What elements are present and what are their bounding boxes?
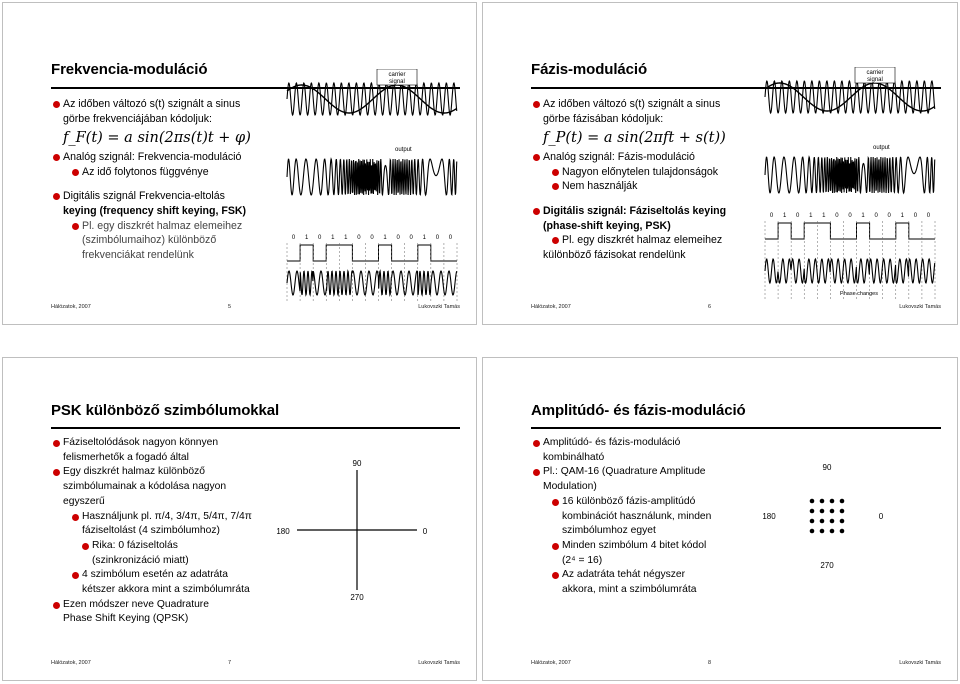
footer-left: Hálózatok, 2007 xyxy=(51,304,91,310)
bullet-text: Rika: 0 fáziseltolás xyxy=(53,539,252,554)
constellation-point xyxy=(810,529,815,534)
bullet-text: szimbólumainak a kódolása nagyon xyxy=(63,481,227,493)
bullet-text: felismerhetők a fogadó által xyxy=(63,451,189,463)
bullet-text: Modulation) xyxy=(543,481,597,493)
bit-label: 0 xyxy=(926,213,931,219)
bit-label: 0 xyxy=(448,235,453,241)
footer-left: Hálózatok, 2007 xyxy=(531,304,571,310)
footer-right: Lukovszki Tamás xyxy=(899,304,941,310)
bit-label: 0 xyxy=(848,213,852,219)
bit-label: 1 xyxy=(822,213,826,219)
bit-label: 0 xyxy=(409,235,413,241)
bullet-text: Pl. egy diszkrét halmaz elemeihez xyxy=(53,219,251,234)
slide-psk-symbols xyxy=(2,357,477,681)
psk-waveform-diagram xyxy=(759,67,939,303)
bullet-text: 4 szimbólum esetén az adatráta xyxy=(53,568,252,583)
bit-label: 1 xyxy=(344,235,348,241)
constellation-point xyxy=(810,519,815,524)
bit-label: 1 xyxy=(861,213,865,219)
bullet-text: (szinkronizáció miatt) xyxy=(92,554,189,566)
slide-body xyxy=(533,97,726,262)
bullet-text: kombinálható xyxy=(543,451,605,463)
footer-page: 6 xyxy=(708,304,712,310)
digital-signal xyxy=(287,245,457,261)
bit-label: 0 xyxy=(913,213,918,219)
constellation-point xyxy=(820,529,825,534)
title-rule xyxy=(531,427,941,429)
slide-body xyxy=(53,97,251,262)
phase-changes-label: Phase changes xyxy=(840,291,878,297)
bullet-text: (szimbólumaihoz) különböző xyxy=(82,234,217,247)
bit-label: 0 xyxy=(887,213,891,219)
footer-left: Hálózatok, 2007 xyxy=(531,660,571,666)
digital-signal xyxy=(765,223,935,239)
bit-label: 1 xyxy=(782,213,787,219)
bullet-text: Analóg szignál: Frekvencia-moduláció xyxy=(53,150,251,165)
psk-output-wave xyxy=(765,259,935,283)
legend-label: signal xyxy=(867,77,883,83)
bullet-text: görbe frekvenciájában kódoljuk: xyxy=(63,112,212,125)
bit-label: 1 xyxy=(331,235,335,241)
slide-title: PSK különböző szimbólumokkal xyxy=(51,402,280,419)
bullet-text: Az időben változó s(t) szignált a sinus xyxy=(53,97,251,112)
footer-page: 8 xyxy=(708,660,712,666)
bullet-text: Egy diszkrét halmaz különböző xyxy=(53,465,252,480)
bullet-text: akkora, mint a szimbólumráta xyxy=(562,584,697,596)
bullet-text: kétszer akkora mint a szimbólumráta xyxy=(82,584,250,596)
constellation-point xyxy=(810,509,815,514)
bit-label: 0 xyxy=(370,235,374,241)
footer-right: Lukovszki Tamás xyxy=(418,660,460,666)
formula: f_F(t) = a sin(2πs(t)t + φ) xyxy=(63,130,251,147)
footer-right: Lukovszki Tamás xyxy=(418,304,460,310)
bullet-text: fáziseltolást (4 szimbólumhoz) xyxy=(82,525,220,537)
bullet-text: Nem használják xyxy=(533,179,726,194)
bit-label: 1 xyxy=(809,213,813,219)
bullet-text: (2⁴ = 16) xyxy=(562,554,603,566)
slide-title: Frekvencia-moduláció xyxy=(51,61,208,78)
label-90: 90 xyxy=(352,459,362,468)
slide-title: Fázis-moduláció xyxy=(531,61,648,78)
formula: f_P(t) = a sin(2πft + s(t)) xyxy=(543,130,726,147)
bullet-text: Digitális szignál: Fáziseltolás keying xyxy=(533,204,726,219)
qpsk-constellation-diagram xyxy=(273,458,443,608)
bullet-text: Pl.: QAM-16 (Quadrature Amplitude xyxy=(533,465,711,480)
bullet-text: Minden szimbólum 4 bitet kódol xyxy=(533,539,711,554)
slide-qam xyxy=(482,357,958,681)
bullet-text: kombinációt használunk, minden xyxy=(562,510,712,522)
footer-page: 7 xyxy=(228,660,232,666)
bullet-text: frekvenciákat rendelünk xyxy=(82,248,194,261)
bullet-text: Fáziseltolódások nagyon könnyen xyxy=(53,436,252,451)
output-label: output xyxy=(395,147,412,153)
label-0: 0 xyxy=(422,527,428,536)
bullet-text: Phase Shift Keying (QPSK) xyxy=(63,613,189,625)
legend-label: carrier xyxy=(388,72,406,78)
constellation-point xyxy=(830,529,835,534)
slide-body xyxy=(53,436,252,627)
bit-label: 0 xyxy=(318,235,322,241)
bullet-text: (phase-shift keying, PSK) xyxy=(543,219,671,232)
legend-label: signal xyxy=(389,79,405,85)
output-wave xyxy=(287,159,457,195)
constellation-point xyxy=(820,499,825,504)
bullet-text: különböző fázisokat rendelünk xyxy=(543,248,686,261)
bit-label: 0 xyxy=(874,213,878,219)
bullet-text: Nagyon előnytelen tulajdonságok xyxy=(533,165,726,180)
slide-body xyxy=(533,436,711,598)
bullet-text: egyszerű xyxy=(63,495,105,507)
bullet-text: szimbólumhoz egyet xyxy=(562,525,656,537)
constellation-point xyxy=(840,529,845,534)
constellation-point xyxy=(840,509,845,514)
footer-page: 5 xyxy=(228,304,232,310)
fsk-waveform-diagram xyxy=(281,69,461,305)
bullet-text: Az adatráta tehát négyszer xyxy=(533,568,711,583)
bit-label: 1 xyxy=(383,235,387,241)
bit-label: 0 xyxy=(357,235,361,241)
constellation-point xyxy=(830,509,835,514)
bit-label: 0 xyxy=(835,213,839,219)
label-270: 270 xyxy=(820,561,834,570)
bullet-text: keying (frequency shift keying, FSK) xyxy=(63,204,247,217)
bullet-text: Digitális szignál Frekvencia-eltolás xyxy=(53,189,251,204)
bit-label: 0 xyxy=(396,235,400,241)
constellation-point xyxy=(830,519,835,524)
bullet-text: Az időben változó s(t) szignált a sinus xyxy=(533,97,726,112)
bit-label: 0 xyxy=(769,213,774,219)
constellation-point xyxy=(810,499,815,504)
bit-label: 0 xyxy=(291,235,296,241)
constellation-point xyxy=(830,499,835,504)
bullet-text: görbe fázisában kódoljuk: xyxy=(543,112,664,125)
signal-wave xyxy=(287,85,457,113)
qam16-constellation-diagram xyxy=(757,462,897,580)
label-180: 180 xyxy=(762,512,776,521)
label-180: 180 xyxy=(276,527,290,536)
label-0: 0 xyxy=(878,512,884,521)
constellation-point xyxy=(840,499,845,504)
constellation-point xyxy=(820,509,825,514)
label-90: 90 xyxy=(822,463,832,472)
slide-frequency-modulation xyxy=(2,2,477,325)
bit-label: 1 xyxy=(900,213,904,219)
signal-wave xyxy=(765,83,935,111)
fsk-output-wave xyxy=(287,271,457,295)
output-wave xyxy=(765,157,935,193)
bullet-text: Ezen módszer neve Quadrature xyxy=(53,598,252,613)
slide-title: Amplitúdó- és fázis-moduláció xyxy=(531,402,746,419)
label-270: 270 xyxy=(350,593,364,602)
bit-label: 0 xyxy=(796,213,800,219)
footer-right: Lukovszki Tamás xyxy=(899,660,941,666)
slide-phase-modulation xyxy=(482,2,958,325)
bullet-text: Amplitúdó- és fázis-moduláció xyxy=(533,436,711,451)
bullet-text: 16 különböző fázis-amplitúdó xyxy=(533,495,711,510)
bullet-text: Az idő folytonos függvénye xyxy=(53,165,251,180)
legend-label: carrier xyxy=(866,70,884,76)
bit-label: 1 xyxy=(304,235,309,241)
bullet-text: Analóg szignál: Fázis-moduláció xyxy=(533,150,726,165)
bit-label: 0 xyxy=(435,235,440,241)
footer-left: Hálózatok, 2007 xyxy=(51,660,91,666)
title-rule xyxy=(51,427,460,429)
constellation-point xyxy=(820,519,825,524)
bullet-text: Használjunk pl. π/4, 3/4π, 5/4π, 7/4π xyxy=(53,510,252,525)
output-label: output xyxy=(873,145,890,151)
constellation-point xyxy=(840,519,845,524)
bit-label: 1 xyxy=(422,235,426,241)
bullet-text: Pl. egy diszkrét halmaz elemeihez xyxy=(533,233,726,248)
